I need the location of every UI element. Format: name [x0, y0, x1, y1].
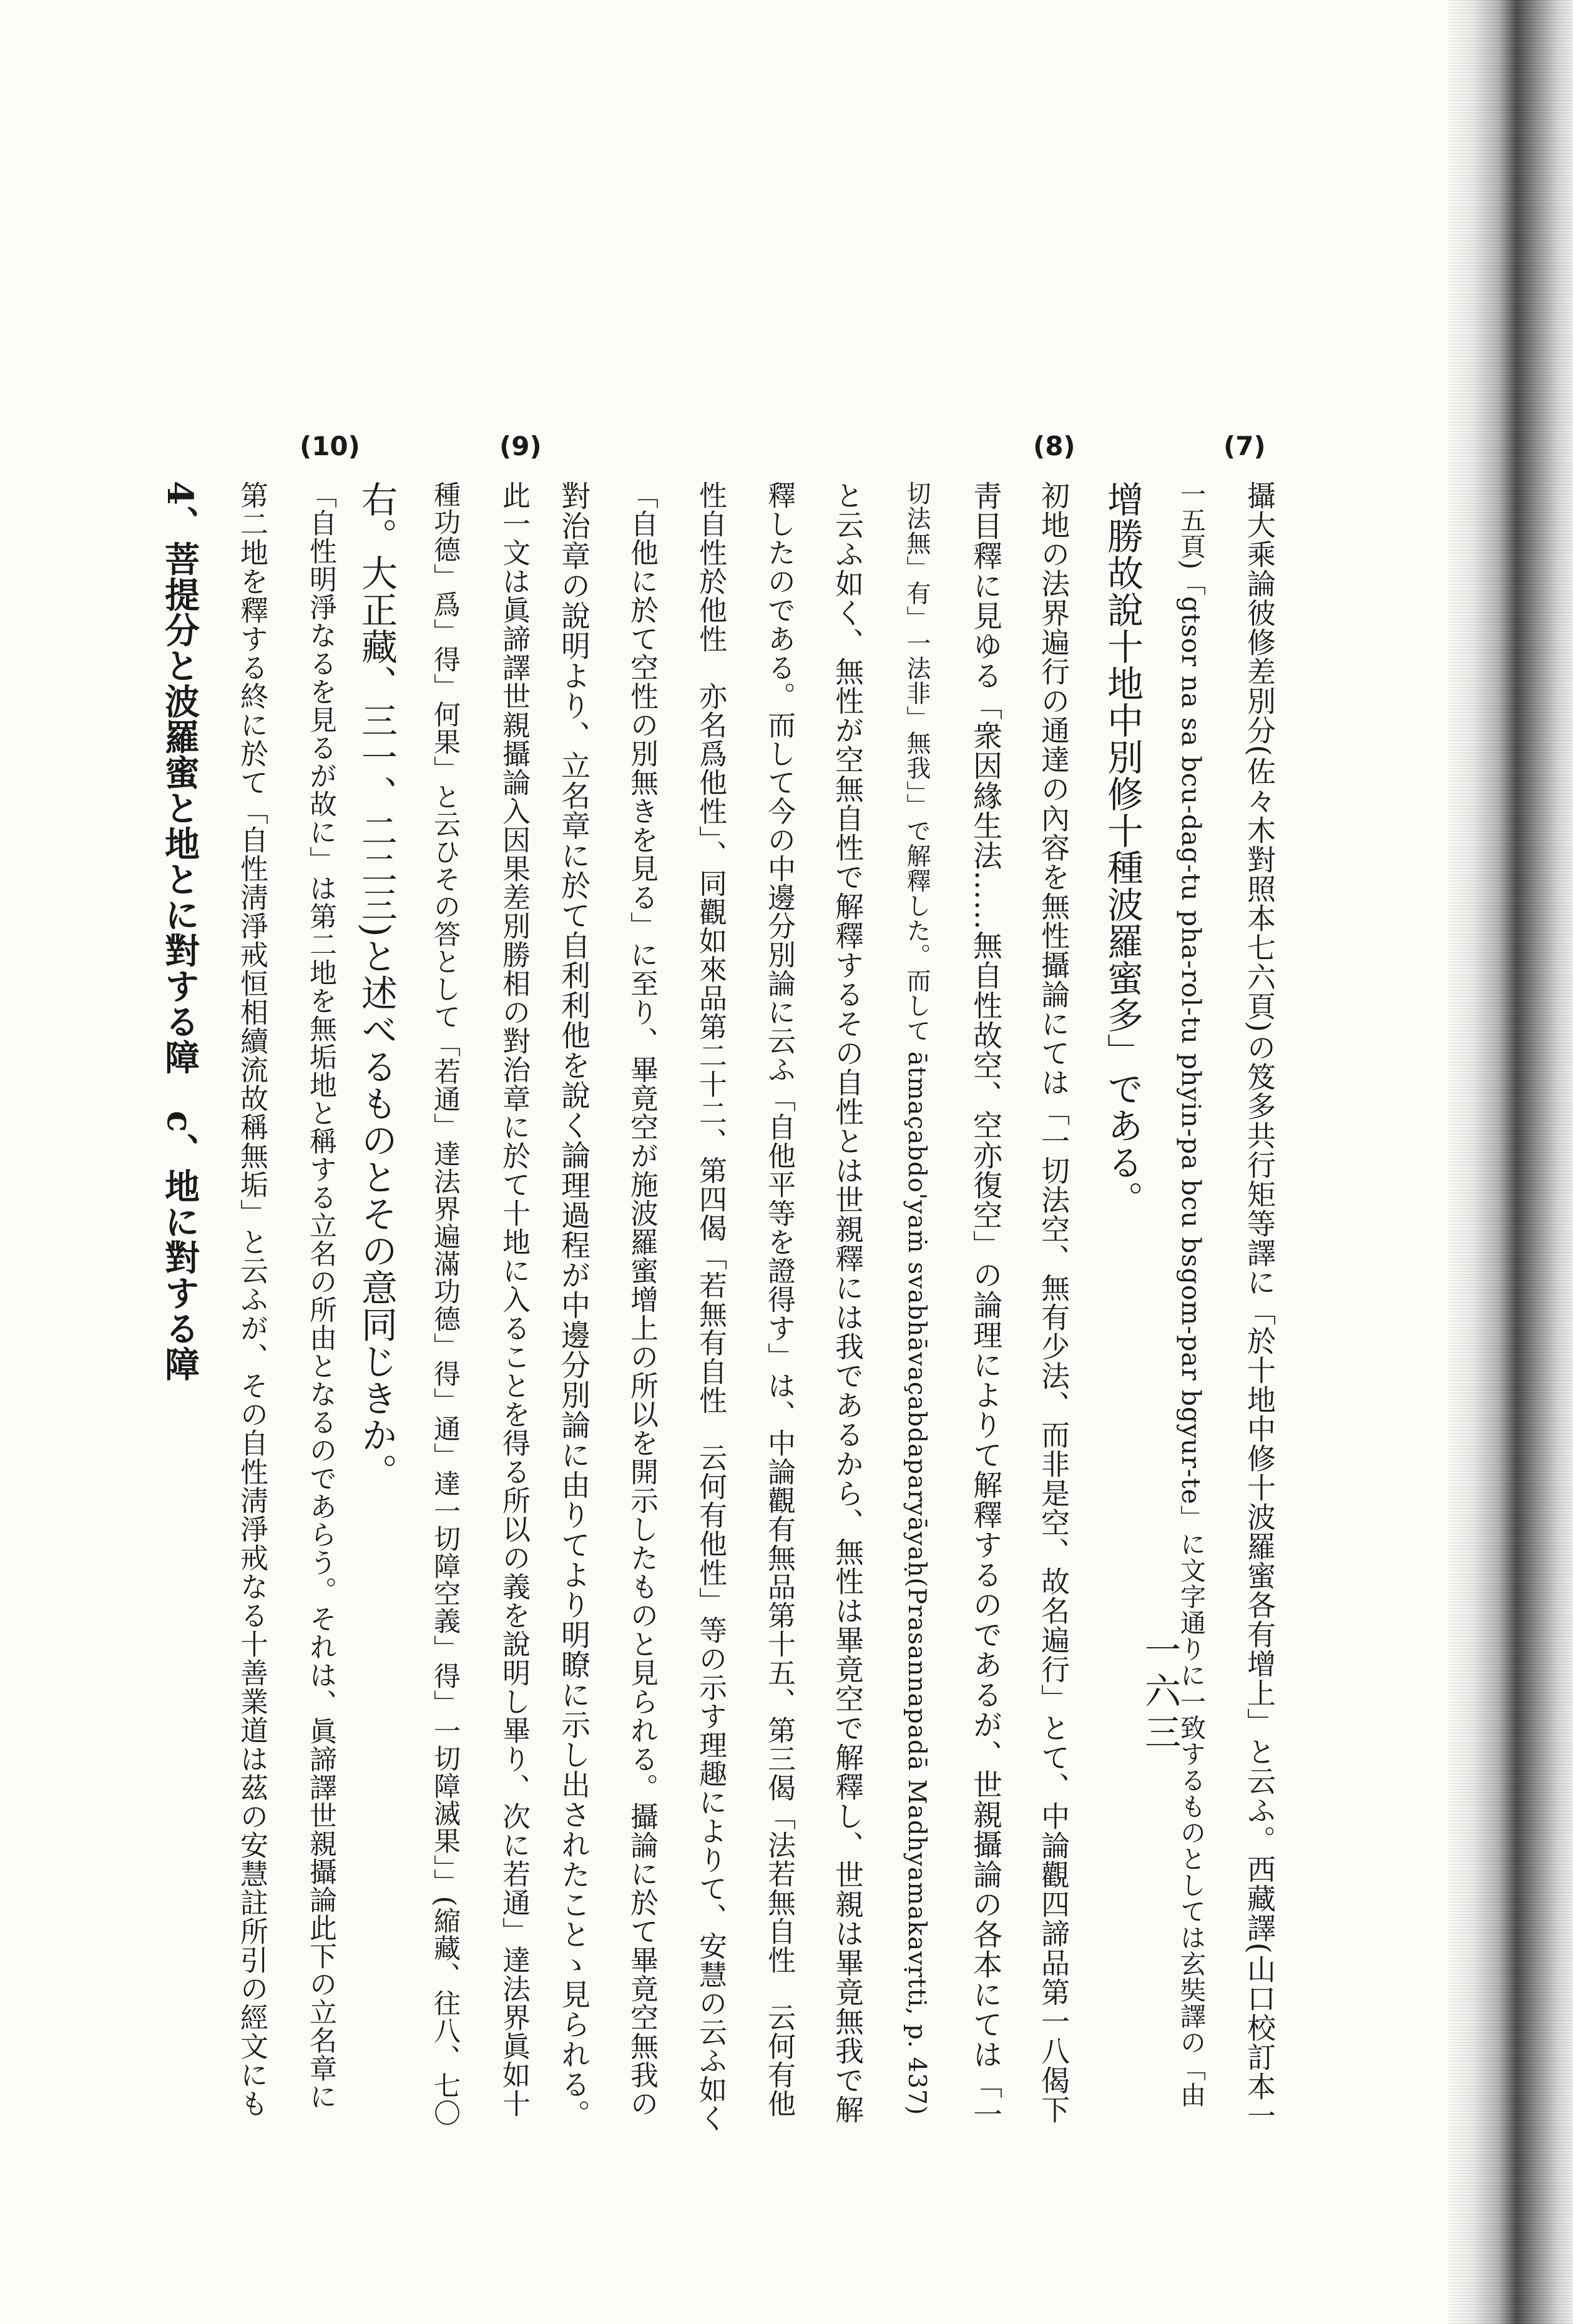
note-8-line-3: 切法無」有」一法非」無我」」で解釋した。而して ātmaçabdo'yaṁ svabhāvaçabdaparyāyaḥ(Prasannapadā Madhyamakavṛtti, p. 437)	[903, 481, 931, 2115]
note-8-line-8: 對治章の說明より、立名章に於て自利利他を說く論理過程が中邊分別論に由りてより明瞭に示し出されたことゝ見られる。	[556, 481, 590, 2129]
binding-shadow	[1448, 0, 1573, 2324]
note-7-label: (7)	[1223, 431, 1266, 461]
note-9-line-3: 右。大正藏、三一、二二三)と述べるものとその意同じきか。	[355, 481, 398, 1490]
note-8-label: (8)	[1033, 431, 1076, 461]
note-10-line-2: 第二地を釋する終に於て「自性淸淨戒恒相續流故稱無垢」と云ふが、その自性淸淨戒なる十善業道は茲の安慧註所引の經文にも	[235, 481, 268, 2118]
note-10-line-1: 「自性明淨なるを見るが故に」は第二地を無垢地と稱する立名の所由となるのであらう。それは、眞諦譯世親攝論此下の立名章に	[305, 481, 336, 2110]
note-8-line-4: と云ふ如く、無性が空無自性で解釋するその自性とは世親釋には我であるから、無性は畢竟空で解釋し、世親は畢竟無我で解	[831, 481, 865, 2124]
note-9-line-1: 此一文は眞諦譯世親攝論入因果差別勝相の對治章に於て十地に入ることを得る所以の義を說明し畢り、次に若通」達法界眞如十	[497, 481, 531, 2118]
note-9-label: (9)	[499, 431, 542, 461]
note-8-line-2: 靑目釋に見ゆる「衆因緣生法……無自性故空、空亦復空」の論理によりて解釋するのであるが、世親攝論の各本にては「一	[968, 481, 1002, 2129]
note-8-line-5: 釋したのである。而して今の中邊分別論に云ふ「自他平等を證得す」は、中論觀有無品第十五、第三偈「法若無自性 云何有他	[763, 481, 796, 2118]
note-8-line-6: 性自性於他性 亦名爲他性」、同觀如來品第二十二、第四偈「若無有自性 云何有他性」等の示す理趣によりて、安慧の云ふ如く	[694, 481, 727, 2133]
note-10-label: (10)	[300, 431, 360, 461]
note-9-line-2: 種功德」爲」得」何果」と云ひその答として「若通」達法界遍滿功德」得」通」達一切障空義」得」一切障滅果」」(縮藏、往八、七〇	[429, 481, 461, 2127]
section-heading: 4、菩提分と波羅蜜と地とに對する障 c、地に對する障	[159, 481, 200, 1382]
note-8-line-1: 初地の法界遍行の通達の內容を無性攝論にては「一切法空、無有少法、而非是空、故名遍行」とて、中論觀四諦品第一八偈下	[1037, 481, 1071, 2124]
note-7-line-2: 一五頁)「gtsor na sa bcu-dag-tu pha-rol-tu phyin-pa bcu bsgom-par bgyur-te」に文字通りに一致するものとしては玄奘譯の「由	[1176, 481, 1206, 2108]
note-7-line-3: 增勝故說十地中別修十種波羅蜜多」である。	[1101, 481, 1144, 1218]
note-7-line-1: 攝大乘論彼修差別分(佐々木對照本七六頁)の笈多共行矩等譯に「於十地中修十波羅蜜各有增上」と云ふ。西藏譯(山口校訂本一	[1243, 481, 1277, 2130]
note-8-line-7: 「自他に於て空性の別無きを見る」に至り、畢竟空が施波羅蜜增上の所以を開示したものと見られる。攝論に於て畢竟空無我の	[625, 481, 659, 2118]
page-number: 一六三	[1139, 1631, 1181, 1755]
